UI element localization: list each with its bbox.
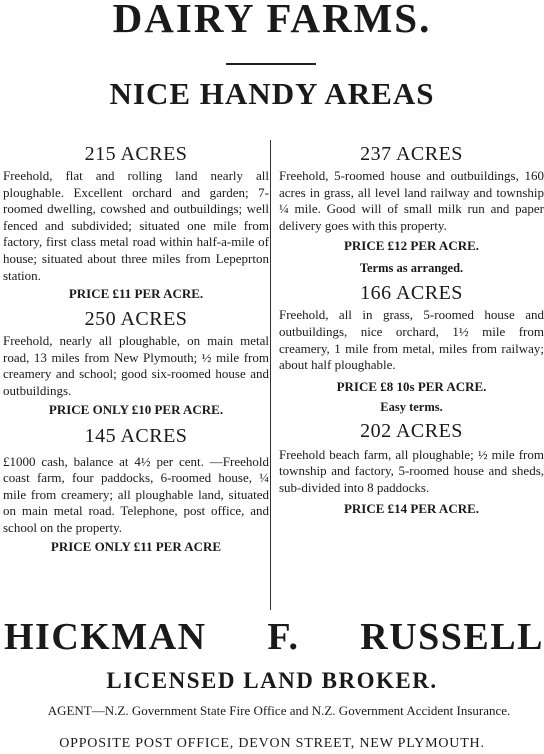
column-divider (270, 140, 271, 610)
listing-description: Freehold, flat and rolling land nearly all ploughable. Excellent orchard and garden; 7-roomed dwelling, cowshed and outbuildings; well fenced and subdivided; situated one mile from factory, first class metal road within half-a-mile of house; situated about three miles from Lepeprton station. (3, 168, 269, 283)
listing-terms: Easy terms. (380, 399, 443, 414)
listing-price: PRICE £14 PER ACRE. (343, 500, 480, 516)
agent-last-name: RUSSELL (360, 616, 544, 658)
listing-description: Freehold, 5-roomed house and outbuildings, 160 acres in grass, all level land railway and township ¼ mile. Good will of small milk run and paper delivery goes with this property. (279, 168, 544, 233)
subheadline: NICE HANDY AREAS (109, 76, 435, 111)
listing-description: Freehold beach farm, all ploughable; ½ mile from township and factory, 5-roomed house and sheds, sub-divided into 8 paddocks. (279, 446, 544, 495)
agent-first-name: HICKMAN (4, 616, 207, 658)
listing-145-acres (3, 424, 269, 556)
listing-description: Freehold, all in grass, 5-roomed house and outbuildings, nice orchard, 1½ mile from creamery, 1 mile from metal, miles from railway; about half ploughable. (279, 307, 544, 373)
listing-description: Freehold, nearly all ploughable, on main metal road, 13 miles from New Plymouth; ½ mile from creamery and school; good six-roomed house and outbuildings. (3, 333, 269, 398)
headline-rule (226, 63, 316, 65)
listing-price: PRICE £12 PER ACRE. (343, 238, 480, 254)
listing-acres: 145 ACRES (84, 424, 188, 447)
listing-acres: 215 ACRES (84, 143, 188, 165)
listing-166-acres (279, 281, 544, 415)
agent-title: LICENSED LAND BROKER. (106, 668, 438, 693)
listing-description: £1000 cash, balance at 4½ per cent. —Freehold coast farm, four paddocks, 6-roomed house, ¼ mile from creamery; all ploughable land, situated on main metal road. Telephone, post office, and school on the property. (3, 453, 269, 535)
agent-initial: F. (267, 616, 300, 658)
listing-acres: 250 ACRES (84, 308, 188, 331)
headline: DAIRY FARMS. (112, 0, 432, 41)
listing-250-acres (3, 307, 269, 418)
left-column (3, 142, 269, 556)
listing-price: PRICE £8 10s PER ACRE. (336, 378, 487, 394)
agent-address: OPPOSITE POST OFFICE, DEVON STREET, NEW PLYMOUTH. (59, 736, 485, 751)
agency-line: AGENT—N.Z. Government State Fire Office and N.Z. Government Accident Insurance. (47, 703, 511, 718)
listing-acres: 202 ACRES (360, 419, 463, 442)
listing-price: PRICE ONLY £11 PER ACRE (50, 538, 222, 554)
listing-acres: 237 ACRES (360, 143, 463, 165)
right-column (279, 142, 544, 518)
listing-acres: 166 ACRES (360, 282, 463, 305)
listing-price: PRICE £11 PER ACRE. (68, 286, 204, 302)
listing-terms: Terms as arranged. (359, 261, 464, 276)
listing-price: PRICE ONLY £10 PER ACRE. (48, 401, 224, 417)
listing-202-acres (279, 419, 544, 518)
agent-name (4, 615, 544, 659)
listing-215-acres (3, 142, 269, 303)
listing-237-acres (279, 142, 544, 277)
